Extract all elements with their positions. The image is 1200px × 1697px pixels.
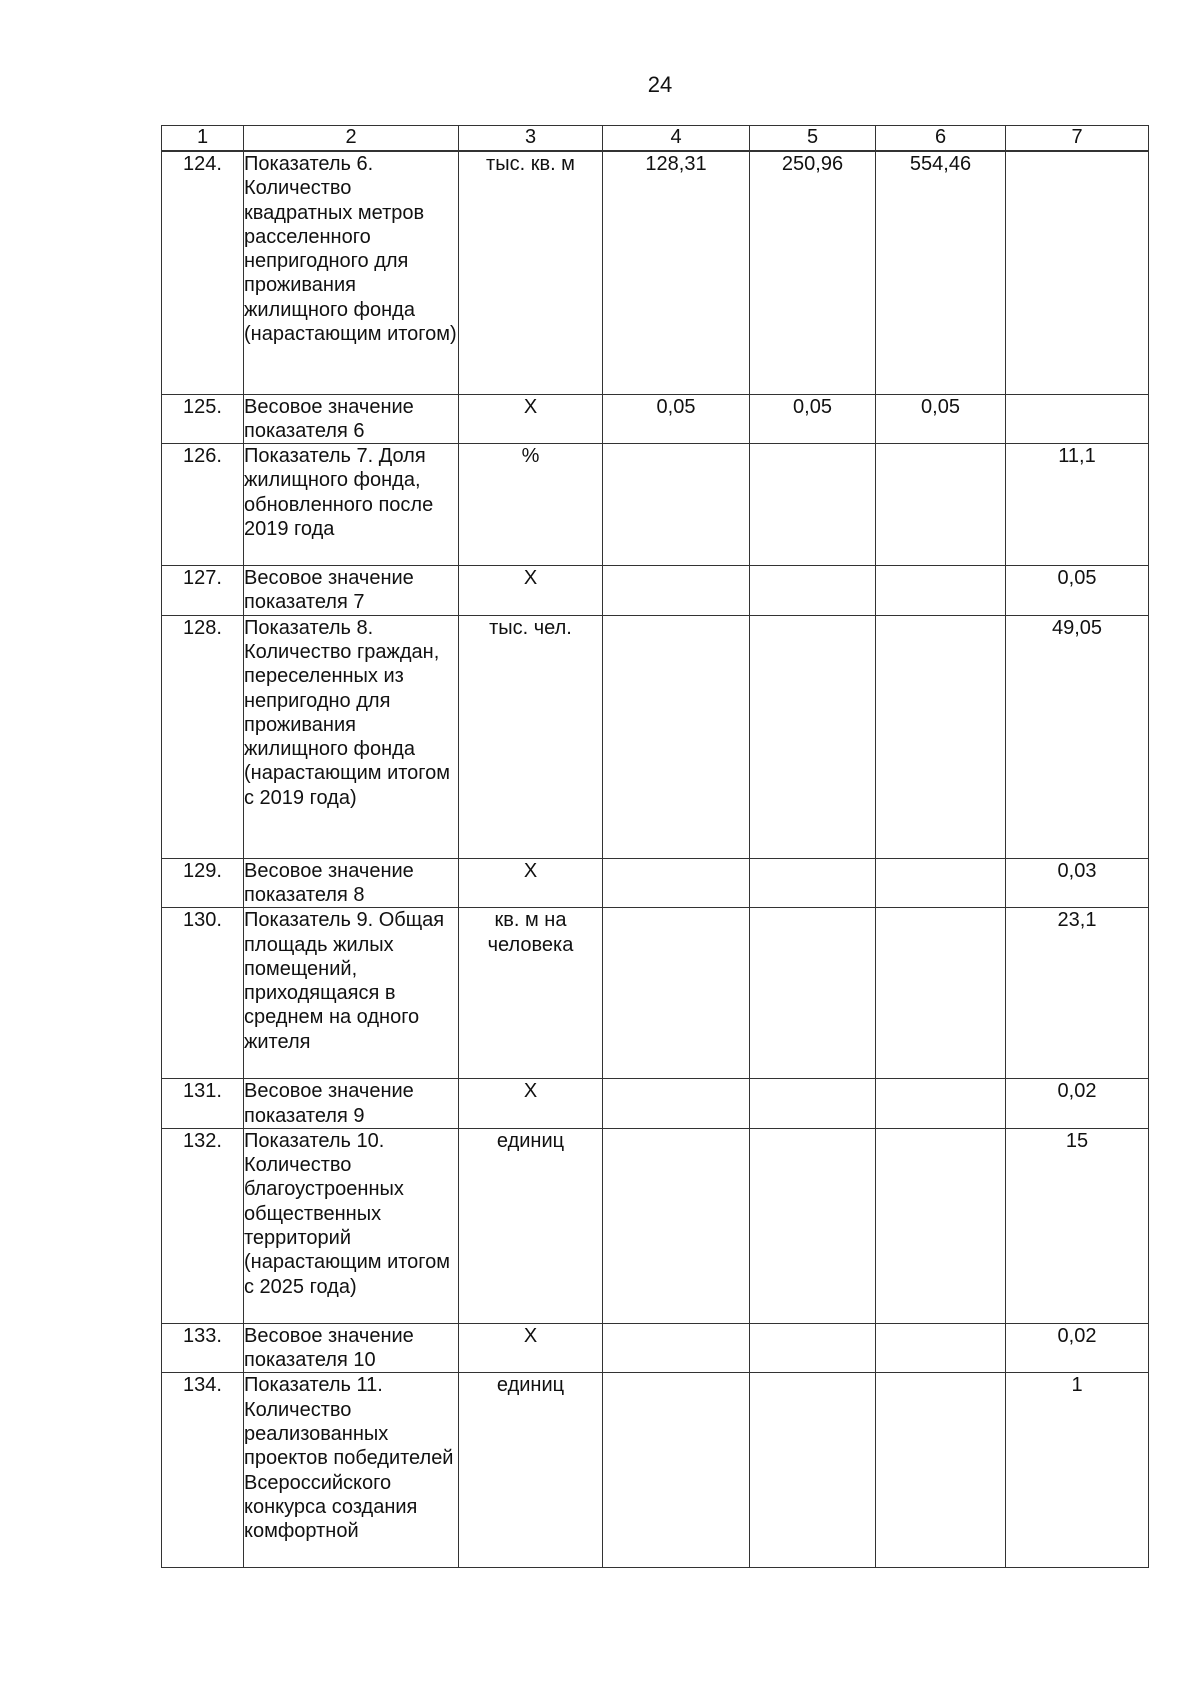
unit-of-measure: тыс. кв. м	[459, 151, 603, 394]
indicator-description: Показатель 8. Количество граждан, переселенных из непригодно для проживания жилищного фонда (нарастающим итогом с 2019 года)	[244, 615, 459, 858]
indicator-description: Показатель 11. Количество реализованных проектов победителей Всероссийского конкурса создания комфортной	[244, 1373, 459, 1568]
column-header: 1	[162, 126, 244, 152]
value-col-4	[603, 1128, 750, 1323]
unit-of-measure: единиц	[459, 1373, 603, 1568]
value-col-4	[603, 1079, 750, 1129]
value-col-5	[750, 858, 876, 908]
table-row	[162, 394, 1149, 444]
column-header: 7	[1006, 126, 1149, 152]
value-col-6	[876, 615, 1006, 858]
row-number: 129.	[162, 858, 244, 908]
value-col-7: 0,02	[1006, 1079, 1149, 1129]
value-col-6	[876, 858, 1006, 908]
indicator-description: Весовое значение показателя 9	[244, 1079, 459, 1129]
indicator-description: Весовое значение показателя 10	[244, 1323, 459, 1373]
unit-of-measure: Х	[459, 1079, 603, 1129]
value-col-4: 0,05	[603, 394, 750, 444]
value-col-5: 0,05	[750, 394, 876, 444]
value-col-7: 0,05	[1006, 566, 1149, 616]
value-col-7: 1	[1006, 1373, 1149, 1568]
value-col-6	[876, 908, 1006, 1079]
value-col-7: 0,02	[1006, 1323, 1149, 1373]
value-col-4: 128,31	[603, 151, 750, 394]
row-number: 127.	[162, 566, 244, 616]
value-col-5	[750, 1079, 876, 1129]
row-number: 130.	[162, 908, 244, 1079]
unit-of-measure: единиц	[459, 1128, 603, 1323]
table-row	[162, 1323, 1149, 1373]
indicator-description: Показатель 6. Количество квадратных метров расселенного непригодного для проживания жилищного фонда (нарастающим итогом)	[244, 151, 459, 394]
value-col-5	[750, 1323, 876, 1373]
value-col-4	[603, 615, 750, 858]
value-col-7: 23,1	[1006, 908, 1149, 1079]
value-col-4	[603, 858, 750, 908]
table-row	[162, 566, 1149, 616]
value-col-6	[876, 1128, 1006, 1323]
column-header: 3	[459, 126, 603, 152]
table-row	[162, 1128, 1149, 1323]
value-col-5	[750, 444, 876, 566]
value-col-4	[603, 1323, 750, 1373]
value-col-6: 0,05	[876, 394, 1006, 444]
value-col-7: 15	[1006, 1128, 1149, 1323]
column-header: 4	[603, 126, 750, 152]
row-number: 133.	[162, 1323, 244, 1373]
value-col-5	[750, 1128, 876, 1323]
row-number: 132.	[162, 1128, 244, 1323]
unit-of-measure: Х	[459, 566, 603, 616]
value-col-7: 0,03	[1006, 858, 1149, 908]
table-row	[162, 444, 1149, 566]
row-number: 131.	[162, 1079, 244, 1129]
table-row	[162, 858, 1149, 908]
row-number: 124.	[162, 151, 244, 394]
value-col-5	[750, 615, 876, 858]
value-col-7: 11,1	[1006, 444, 1149, 566]
row-number: 126.	[162, 444, 244, 566]
value-col-5	[750, 1373, 876, 1568]
value-col-6	[876, 1323, 1006, 1373]
table-header	[162, 126, 1149, 152]
value-col-4	[603, 444, 750, 566]
row-number: 134.	[162, 1373, 244, 1568]
value-col-6	[876, 444, 1006, 566]
table-row	[162, 1373, 1149, 1568]
indicator-description: Весовое значение показателя 6	[244, 394, 459, 444]
unit-of-measure: Х	[459, 394, 603, 444]
value-col-4	[603, 566, 750, 616]
value-col-6	[876, 566, 1006, 616]
value-col-7: 49,05	[1006, 615, 1149, 858]
column-header: 2	[244, 126, 459, 152]
page-number: 24	[647, 72, 673, 97]
unit-of-measure: Х	[459, 858, 603, 908]
value-col-6: 554,46	[876, 151, 1006, 394]
value-col-4	[603, 1373, 750, 1568]
indicator-description: Показатель 7. Доля жилищного фонда, обновленного после 2019 года	[244, 444, 459, 566]
value-col-5: 250,96	[750, 151, 876, 394]
indicator-description: Весовое значение показателя 8	[244, 858, 459, 908]
row-number: 128.	[162, 615, 244, 858]
value-col-6	[876, 1079, 1006, 1129]
value-col-6	[876, 1373, 1006, 1568]
indicator-description: Показатель 10. Количество благоустроенных общественных территорий (нарастающим итогом с 2025 года)	[244, 1128, 459, 1323]
column-header: 5	[750, 126, 876, 152]
table-row	[162, 908, 1149, 1079]
column-header: 6	[876, 126, 1006, 152]
row-number: 125.	[162, 394, 244, 444]
header-row	[162, 126, 1149, 152]
value-col-5	[750, 908, 876, 1079]
table-row	[162, 1079, 1149, 1129]
value-col-5	[750, 566, 876, 616]
table-body	[162, 151, 1149, 1568]
unit-of-measure: кв. м на человека	[459, 908, 603, 1079]
value-col-7	[1006, 151, 1149, 394]
indicator-description: Показатель 9. Общая площадь жилых помещений, приходящаяся в среднем на одного жителя	[244, 908, 459, 1079]
unit-of-measure: %	[459, 444, 603, 566]
indicator-description: Весовое значение показателя 7	[244, 566, 459, 616]
value-col-4	[603, 908, 750, 1079]
unit-of-measure: Х	[459, 1323, 603, 1373]
unit-of-measure: тыс. чел.	[459, 615, 603, 858]
table-row	[162, 615, 1149, 858]
indicator-table	[161, 125, 1149, 1568]
table-row	[162, 151, 1149, 394]
value-col-7	[1006, 394, 1149, 444]
